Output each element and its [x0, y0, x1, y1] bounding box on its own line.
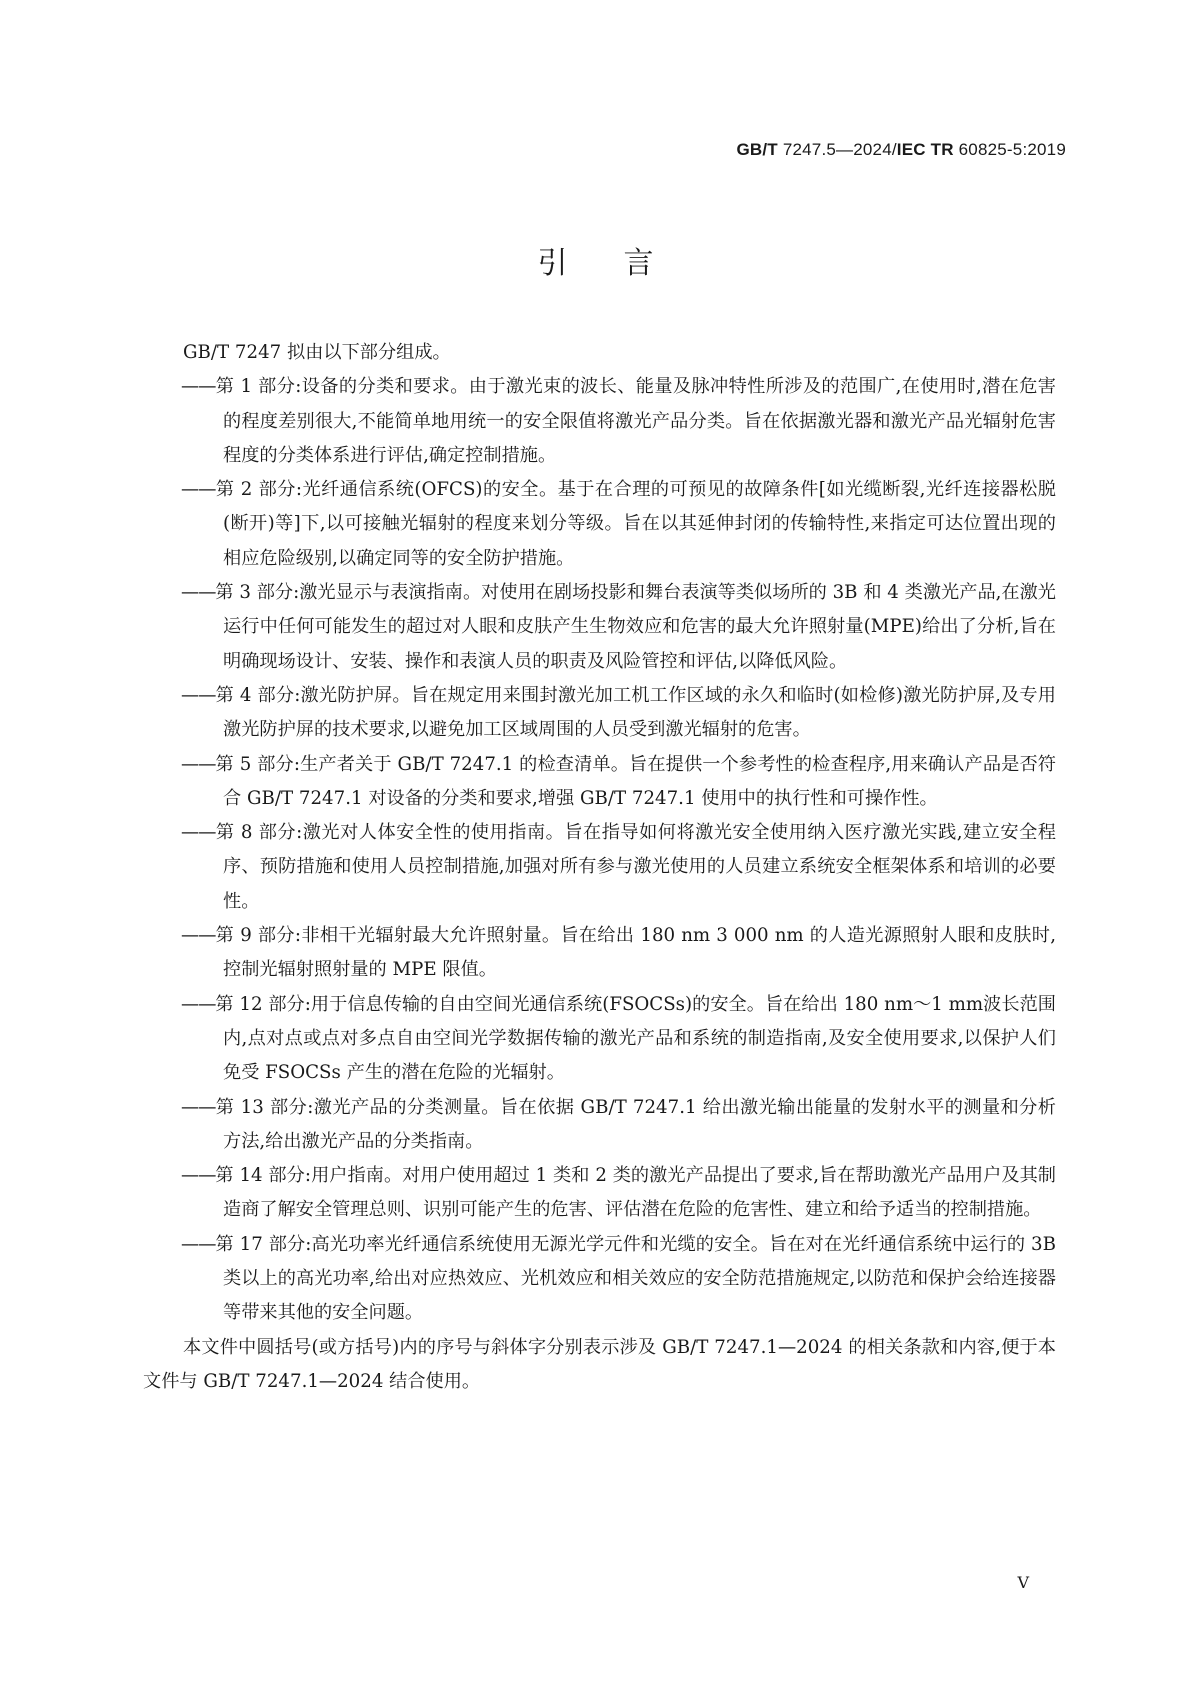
part-text: 第 17 部分:高光功率光纤通信系统使用无源光学元件和光缆的安全。旨在对在光纤通信系统中运行的 3B 类以上的高光功率,给出对应热效应、光机效应和相关效应的安全防范措施规定,以防范和保护会给连接器等带来其他的安全问题。: [215, 1233, 1056, 1324]
part-item: [143, 1228, 1056, 1331]
list-dash: ——: [181, 479, 216, 501]
parts-list: [143, 370, 1056, 1330]
part-text: 第 9 部分:非相干光辐射最大允许照射量。旨在给出 180 nm 3 000 nm 的人造光源照射人眼和皮肤时,控制光辐射照射量的 MPE 限值。: [215, 925, 1056, 981]
part-item: [143, 473, 1056, 576]
part-item: [143, 919, 1056, 988]
standard-code-prefix: GB/T: [736, 140, 778, 159]
part-text: 第 3 部分:激光显示与表演指南。对使用在剧场投影和舞台表演等类似场所的 3B 和 4 类激光产品,在激光运行中任何可能发生的超过对人眼和皮肤产生生物效应和危害的最大允许照射量(MPE)给出了分析,旨在明确现场设计、安装、操作和表演人员的职责及风险管控和评估,以降低风险。: [215, 582, 1056, 672]
closing-paragraph: 本文件中圆括号(或方括号)内的序号与斜体字分别表示涉及 GB/T 7247.1—2024 的相关条款和内容,便于本文件与 GB/T 7247.1—2024 结合使用。: [143, 1336, 1056, 1392]
list-dash: ——: [181, 822, 216, 844]
page-number: V: [1017, 1573, 1029, 1592]
list-dash: ——: [181, 753, 216, 775]
list-dash: ——: [181, 376, 216, 398]
list-dash: ——: [181, 582, 216, 604]
list-dash: ——: [181, 1165, 216, 1187]
part-item: [143, 370, 1056, 473]
part-item: [143, 816, 1056, 919]
part-item: [143, 1091, 1056, 1160]
part-text: 第 14 部分:用户指南。对用户使用超过 1 类和 2 类的激光产品提出了要求,旨在帮助激光产品用户及其制造商了解安全管理总则、识别可能产生的危害、评估潜在危险的危害性、建立和给予适当的控制措施。: [215, 1165, 1056, 1221]
part-text: 第 5 部分:生产者关于 GB/T 7247.1 的检查清单。旨在提供一个参考性的检查程序,用来确认产品是否符合 GB/T 7247.1 对设备的分类和要求,增强 GB/T 7247.1 使用中的执行性和可操作性。: [215, 753, 1056, 809]
standard-code-number: 7247.5—2024/: [782, 140, 897, 159]
intro-line: GB/T 7247 拟由以下部分组成。: [183, 342, 451, 363]
introduction-body: [143, 336, 1056, 1399]
part-text: 第 8 部分:激光对人体安全性的使用指南。旨在指导如何将激光安全使用纳入医疗激光实践,建立安全程序、预防措施和使用人员控制措施,加强对所有参与激光使用的人员建立系统安全框架体系和培训的必要性。: [215, 822, 1056, 912]
part-text: 第 2 部分:光纤通信系统(OFCS)的安全。基于在合理的可预见的故障条件[如光缆断裂,光纤连接器松脱(断开)等]下,以可接触光辐射的程度来划分等级。旨在以其延伸封闭的传输特性,来指定可达位置出现的相应危险级别,以确定同等的安全防护措施。: [215, 479, 1056, 569]
part-text: 第 13 部分:激光产品的分类测量。旨在依据 GB/T 7247.1 给出激光输出能量的发射水平的测量和分析方法,给出激光产品的分类指南。: [215, 1096, 1056, 1152]
part-item: [143, 576, 1056, 679]
part-text: 第 1 部分:设备的分类和要求。由于激光束的波长、能量及脉冲特性所涉及的范围广,在使用时,潜在危害的程度差别很大,不能简单地用统一的安全限值将激光产品分类。旨在依据激光器和激光产品光辐射危害程度的分类体系进行评估,确定控制措施。: [215, 376, 1056, 466]
list-dash: ——: [181, 993, 216, 1015]
part-item: [143, 1159, 1056, 1228]
part-item: [143, 748, 1056, 817]
part-text: 第 4 部分:激光防护屏。旨在规定用来围封激光加工机工作区域的永久和临时(如检修)激光防护屏,及专用激光防护屏的技术要求,以避免加工区域周围的人员受到激光辐射的危害。: [215, 684, 1056, 741]
title-char-2: 言: [623, 246, 654, 281]
iec-code-number: 60825-5:2019: [958, 140, 1066, 159]
title-char-1: 引: [537, 246, 568, 281]
list-dash: ——: [181, 1096, 216, 1118]
list-dash: ——: [181, 1233, 216, 1255]
part-item: [143, 679, 1056, 748]
page-title: [0, 238, 1191, 282]
part-text: 第 12 部分:用于信息传输的自由空间光通信系统(FSOCSs)的安全。旨在给出 180 nm～1 mm波长范围内,点对点或点对多点自由空间光学数据传输的激光产品和系统的制造指南,及安全使用要求,以保护人们免受 FSOCSs 产生的潜在危险的光辐射。: [215, 993, 1056, 1084]
part-item: [143, 988, 1056, 1091]
standard-header: [736, 140, 1066, 160]
list-dash: ——: [181, 925, 216, 947]
list-dash: ——: [181, 684, 216, 706]
iec-code-prefix: IEC TR: [896, 140, 954, 159]
